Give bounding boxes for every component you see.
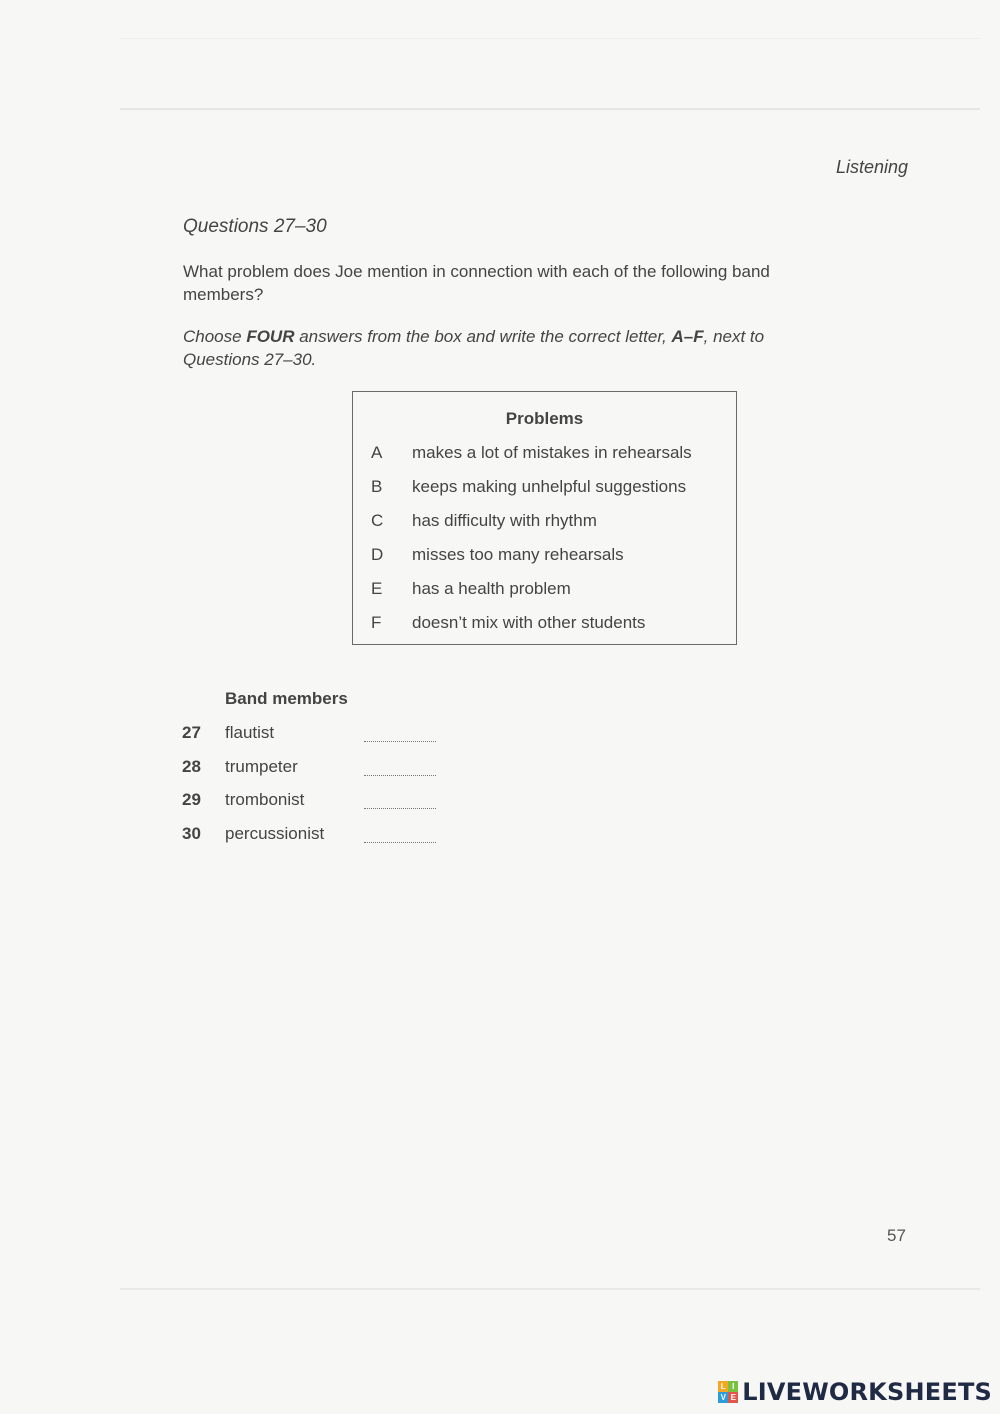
problem-text: keeps making unhelpful suggestions xyxy=(412,477,687,496)
logo-tile: I xyxy=(728,1381,738,1392)
problems-title: Problems xyxy=(505,409,584,428)
question-row-27 xyxy=(182,723,482,745)
liveworksheets-logo-icon xyxy=(718,1381,738,1403)
band-member-name: trumpeter xyxy=(225,757,298,776)
problem-letter: F xyxy=(371,613,382,632)
logo-tile: V xyxy=(718,1392,728,1403)
problem-letter: E xyxy=(371,579,383,598)
instruction-post: , next to Questions 27–30. xyxy=(183,327,765,369)
problem-text: doesn’t mix with other students xyxy=(412,613,646,632)
problem-letter: B xyxy=(371,477,383,496)
section-label: Listening xyxy=(835,157,908,177)
problems-box xyxy=(352,391,737,645)
logo-tile: L xyxy=(718,1381,728,1392)
instruction-text xyxy=(183,325,843,371)
band-member-name: trombonist xyxy=(225,790,305,809)
band-member-name: percussionist xyxy=(225,824,325,843)
instruction-bold-range: A–F xyxy=(671,327,704,346)
question-row-30 xyxy=(182,824,482,846)
page-number: 57 xyxy=(887,1226,906,1245)
band-member-name: flautist xyxy=(225,723,275,742)
answer-field-30[interactable] xyxy=(364,828,436,843)
problem-letter: A xyxy=(371,443,383,462)
problem-letter: C xyxy=(371,511,384,530)
problem-text: misses too many rehearsals xyxy=(412,545,624,564)
questions-heading: Questions 27–30 xyxy=(183,216,327,237)
scan-edge-line xyxy=(120,38,980,39)
logo-tile: E xyxy=(728,1392,738,1403)
liveworksheets-brand xyxy=(718,1378,992,1406)
question-row-29 xyxy=(182,790,482,812)
question-number: 27 xyxy=(182,723,201,742)
question-number: 29 xyxy=(182,790,201,809)
question-number: 30 xyxy=(182,824,201,843)
answer-field-28[interactable] xyxy=(364,761,436,776)
instruction-bold-count: FOUR xyxy=(246,327,295,346)
answer-field-29[interactable] xyxy=(364,794,436,809)
scan-edge-line xyxy=(120,108,980,110)
instruction-pre: Choose xyxy=(183,327,247,346)
question-number: 28 xyxy=(182,757,201,776)
scan-edge-line xyxy=(120,1288,980,1290)
question-row-28 xyxy=(182,757,482,779)
problem-text: has a health problem xyxy=(412,579,571,598)
problem-text: makes a lot of mistakes in rehearsals xyxy=(412,443,692,462)
instruction-mid: answers from the box and write the correct letter, xyxy=(294,327,672,346)
answer-field-27[interactable] xyxy=(364,727,436,742)
question-prompt: What problem does Joe mention in connection with each of the following band members? xyxy=(183,262,770,304)
problem-text: has difficulty with rhythm xyxy=(412,511,597,530)
band-members-heading: Band members xyxy=(225,689,348,708)
problem-letter: D xyxy=(371,545,384,564)
brand-name: LIVEWORKSHEETS xyxy=(742,1378,992,1406)
